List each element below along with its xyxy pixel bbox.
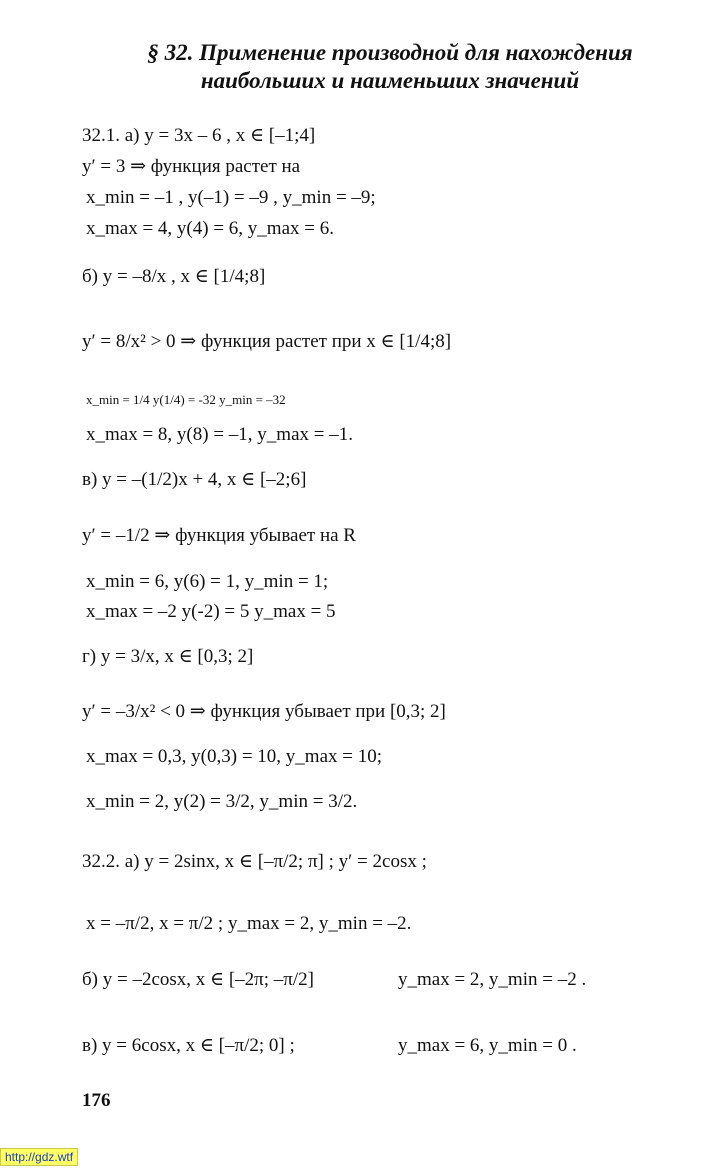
- exercise-32-2-b-statement: б) y = –2cosx, x ∈ [–2π; –π/2]: [82, 969, 314, 990]
- max-line: x_max = 4, y(4) = 6, y_max = 6.: [86, 218, 334, 239]
- max-line: x_max = –2 y(-2) = 5 y_max = 5: [86, 601, 336, 622]
- watermark: http://gdz.wtf: [0, 1148, 78, 1166]
- exercise-32-1-b-statement: б) y = –8/x , x ∈ [1/4;8]: [82, 266, 266, 287]
- derivative-line: y′ = 8/x² > 0 ⇒ функция растет при x ∈ [1/4;8]: [82, 331, 452, 352]
- exercise-32-2-b-answer: y_max = 2, y_min = –2 .: [398, 969, 587, 990]
- min-line: x_min = 1/4 y(1/4) = -32 y_min = –32: [86, 392, 286, 407]
- exercise-32-1-g-statement: г) y = 3/x, x ∈ [0,3; 2]: [82, 646, 254, 667]
- max-line: x_max = 0,3, y(0,3) = 10, y_max = 10;: [86, 746, 383, 767]
- section-title-line-2: наибольших и наименьших значений: [200, 68, 580, 93]
- min-line: x_min = –1 , y(–1) = –9 , y_min = –9;: [86, 187, 376, 208]
- section-title-line-1: § 32. Применение производной для нахождения: [147, 40, 633, 65]
- extremum-line: x = –π/2, x = π/2 ; y_max = 2, y_min = –2.: [86, 913, 412, 934]
- exercise-32-2-v-answer: y_max = 6, y_min = 0 .: [398, 1035, 577, 1056]
- derivative-line: y′ = 3 ⇒ функция растет на: [82, 156, 301, 177]
- exercise-32-2-v-statement: в) y = 6cosx, x ∈ [–π/2; 0] ;: [82, 1035, 295, 1056]
- min-line: x_min = 2, y(2) = 3/2, y_min = 3/2.: [86, 791, 358, 812]
- derivative-line: y′ = –1/2 ⇒ функция убывает на R: [82, 525, 356, 546]
- derivative-line: y′ = –3/x² < 0 ⇒ функция убывает при [0,3; 2]: [82, 701, 446, 722]
- exercise-32-2-a-statement: 32.2. а) y = 2sinx, x ∈ [–π/2; π] ; y′ = 2cosx ;: [82, 851, 427, 872]
- page-number: 176: [82, 1090, 111, 1111]
- exercise-32-1-a-statement: 32.1. а) y = 3x – 6 , x ∈ [–1;4]: [82, 125, 316, 146]
- max-line: x_max = 8, y(8) = –1, y_max = –1.: [86, 424, 353, 445]
- min-line: x_min = 6, y(6) = 1, y_min = 1;: [86, 571, 329, 592]
- exercise-32-1-v-statement: в) y = –(1/2)x + 4, x ∈ [–2;6]: [82, 469, 307, 490]
